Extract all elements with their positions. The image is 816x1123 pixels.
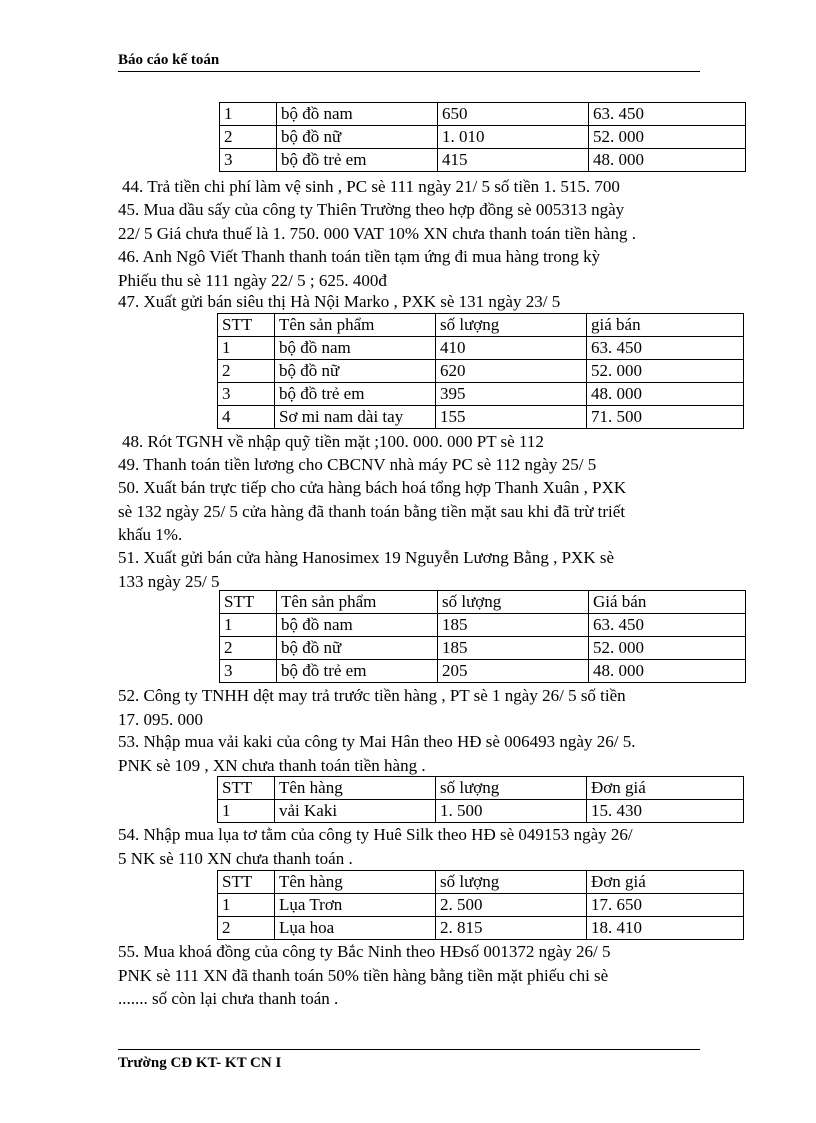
table-cell: bộ đồ nữ [275,360,436,383]
table-row [218,406,744,429]
table-row [220,614,746,637]
table-row [220,149,746,172]
table-cell: 15. 430 [587,800,744,823]
page-header-title: Báo cáo kế toán [118,52,220,68]
table-header-cell: Tên sản phẩm [275,314,436,337]
header-rule [118,71,700,72]
table-cell: 415 [438,149,589,172]
table-cell: bộ đồ trẻ em [277,660,438,683]
table-header-cell: Tên hàng [275,871,436,894]
text-line: 50. Xuất bán trực tiếp cho cửa hàng bách hoá tổng hợp Thanh Xuân , PXK [118,478,627,497]
table-cell: 1 [220,614,277,637]
paragraph-55 [118,940,610,1011]
table-cell: bộ đồ nam [275,337,436,360]
table-header-cell: STT [218,871,275,894]
text-line: 48. Rót TGNH về nhập quỹ tiền mặt ;100. 000. 000 PT sè 112 [122,432,544,451]
table-header-row [218,314,744,337]
table-row [220,637,746,660]
table-cell: bộ đồ nam [277,614,438,637]
table-cell: 185 [438,614,589,637]
table-cell: 1. 010 [438,126,589,149]
table-header-cell: số lượng [436,871,587,894]
table-cell: 2 [218,360,275,383]
table-header-row [218,777,744,800]
text-line: 49. Thanh toán tiền lương cho CBCNV nhà máy PC sè 112 ngày 25/ 5 [118,455,597,474]
table-header-cell: STT [220,591,277,614]
table-cell: 18. 410 [587,917,744,940]
table-cell: 1 [220,103,277,126]
text-line: Phiếu thu sè 111 ngày 22/ 5 ; 625. 400đ [118,270,387,290]
text-line: ....... số còn lại chưa thanh toán . [118,989,339,1008]
table-cell: 52. 000 [587,360,744,383]
table-cell: 48. 000 [589,660,746,683]
text-line: PNK sè 111 XN đã thanh toán 50% tiền hàng bằng tiền mặt phiếu chi sè [118,965,609,985]
text-line: khấu 1%. [118,525,183,544]
table-cell: bộ đồ nữ [277,126,438,149]
table-header-cell: Tên sản phẩm [277,591,438,614]
paragraph-45 [118,198,636,245]
table-cell: 2. 815 [436,917,587,940]
table-cell: Lụa Trơn [275,894,436,917]
text-line: 44. Trả tiền chi phí làm vệ sinh , PC sè 111 ngày 21/ 5 số tiền 1. 515. 700 [122,177,620,196]
text-line: 133 ngày 25/ 5 [118,571,220,591]
table-header-cell: STT [218,314,275,337]
paragraph-44 [122,175,620,199]
text-line: sè 132 ngày 25/ 5 cửa hàng đã thanh toán bằng tiền mặt sau khi đã trừ triết [118,501,626,521]
table-cell: 52. 000 [589,126,746,149]
table-cell: bộ đồ trẻ em [277,149,438,172]
paragraph-49 [118,453,596,477]
paragraph-54 [118,823,633,870]
table-header-row [218,871,744,894]
table-header-cell: Giá bán [589,591,746,614]
table-cell: 52. 000 [589,637,746,660]
product-table-3 [219,590,746,683]
table-cell: 63. 450 [587,337,744,360]
table-cell: 48. 000 [587,383,744,406]
table-cell: vải Kaki [275,800,436,823]
table-row [218,360,744,383]
table-row [218,800,744,823]
page-footer-text: Trường CĐ KT- KT CN I [118,1055,282,1071]
table-header-cell: giá bán [587,314,744,337]
table-cell: 3 [218,383,275,406]
table-cell: 395 [436,383,587,406]
table-header-cell: STT [218,777,275,800]
table-cell: 2 [218,917,275,940]
paragraph-46 [118,245,600,292]
text-line: 46. Anh Ngô Viết Thanh thanh toán tiền tạm ứng đi mua hàng trong kỳ [118,247,601,266]
product-table-5 [217,870,744,940]
product-table-2 [217,313,744,429]
paragraph-51 [118,546,614,593]
table-cell: 2. 500 [436,894,587,917]
footer-rule [118,1049,700,1050]
table-cell: 410 [436,337,587,360]
text-line: 51. Xuất gửi bán cửa hàng Hanosimex 19 Nguyễn Lương Bằng , PXK sè [118,548,615,567]
table-cell: 1 [218,894,275,917]
text-line: 55. Mua khoá đồng của công ty Bắc Ninh theo HĐsố 001372 ngày 26/ 5 [118,942,611,961]
table-cell: Lụa hoa [275,917,436,940]
table-cell: 3 [220,149,277,172]
table-row [218,917,744,940]
text-line: 54. Nhập mua lụa tơ tằm của công ty Huê Silk theo HĐ sè 049153 ngày 26/ [118,825,633,844]
text-line: 17. 095. 000 [118,709,203,729]
table-cell: 1 [218,800,275,823]
table-header-cell: Tên hàng [275,777,436,800]
text-line: PNK sè 109 , XN chưa thanh toán tiền hàng . [118,755,426,775]
table-row [218,894,744,917]
text-line: 47. Xuất gửi bán siêu thị Hà Nội Marko , PXK sè 131 ngày 23/ 5 [118,292,561,311]
table-cell: bộ đồ trẻ em [275,383,436,406]
table-cell: 620 [436,360,587,383]
table-header-cell: Đơn giá [587,777,744,800]
table-cell: Sơ mi nam dài tay [275,406,436,429]
text-line: 5 NK sè 110 XN chưa thanh toán . [118,848,353,868]
table-header-row [220,591,746,614]
paragraph-47 [118,290,560,314]
table-cell: 650 [438,103,589,126]
paragraph-50 [118,476,626,547]
product-table-4 [217,776,744,823]
table-row [220,103,746,126]
table-cell: 3 [220,660,277,683]
table-cell: 4 [218,406,275,429]
table-cell: bộ đồ nữ [277,637,438,660]
table-cell: 17. 650 [587,894,744,917]
table-cell: 185 [438,637,589,660]
table-header-cell: số lượng [436,314,587,337]
table-header-cell: số lượng [436,777,587,800]
paragraph-52 [118,684,626,731]
table-cell: bộ đồ nam [277,103,438,126]
product-table-1 [219,102,746,172]
table-cell: 48. 000 [589,149,746,172]
table-header-cell: Đơn giá [587,871,744,894]
text-line: 53. Nhập mua vải kaki của công ty Mai Hân theo HĐ sè 006493 ngày 26/ 5. [118,732,636,751]
text-line: 45. Mua dầu sấy của công ty Thiên Trường theo hợp đồng sè 005313 ngày [118,200,625,219]
table-cell: 71. 500 [587,406,744,429]
table-cell: 63. 450 [589,614,746,637]
text-line: 52. Công ty TNHH dệt may trả trước tiền hàng , PT sè 1 ngày 26/ 5 số tiền [118,686,626,705]
table-row [218,337,744,360]
table-cell: 2 [220,126,277,149]
table-cell: 205 [438,660,589,683]
table-cell: 1. 500 [436,800,587,823]
table-cell: 155 [436,406,587,429]
text-line: 22/ 5 Giá chưa thuế là 1. 750. 000 VAT 10% XN chưa thanh toán tiền hàng . [118,223,636,243]
table-row [220,126,746,149]
table-row [218,383,744,406]
paragraph-53 [118,730,635,777]
table-cell: 63. 450 [589,103,746,126]
table-cell: 1 [218,337,275,360]
paragraph-48 [122,430,544,454]
table-header-cell: số lượng [438,591,589,614]
table-cell: 2 [220,637,277,660]
table-row [220,660,746,683]
